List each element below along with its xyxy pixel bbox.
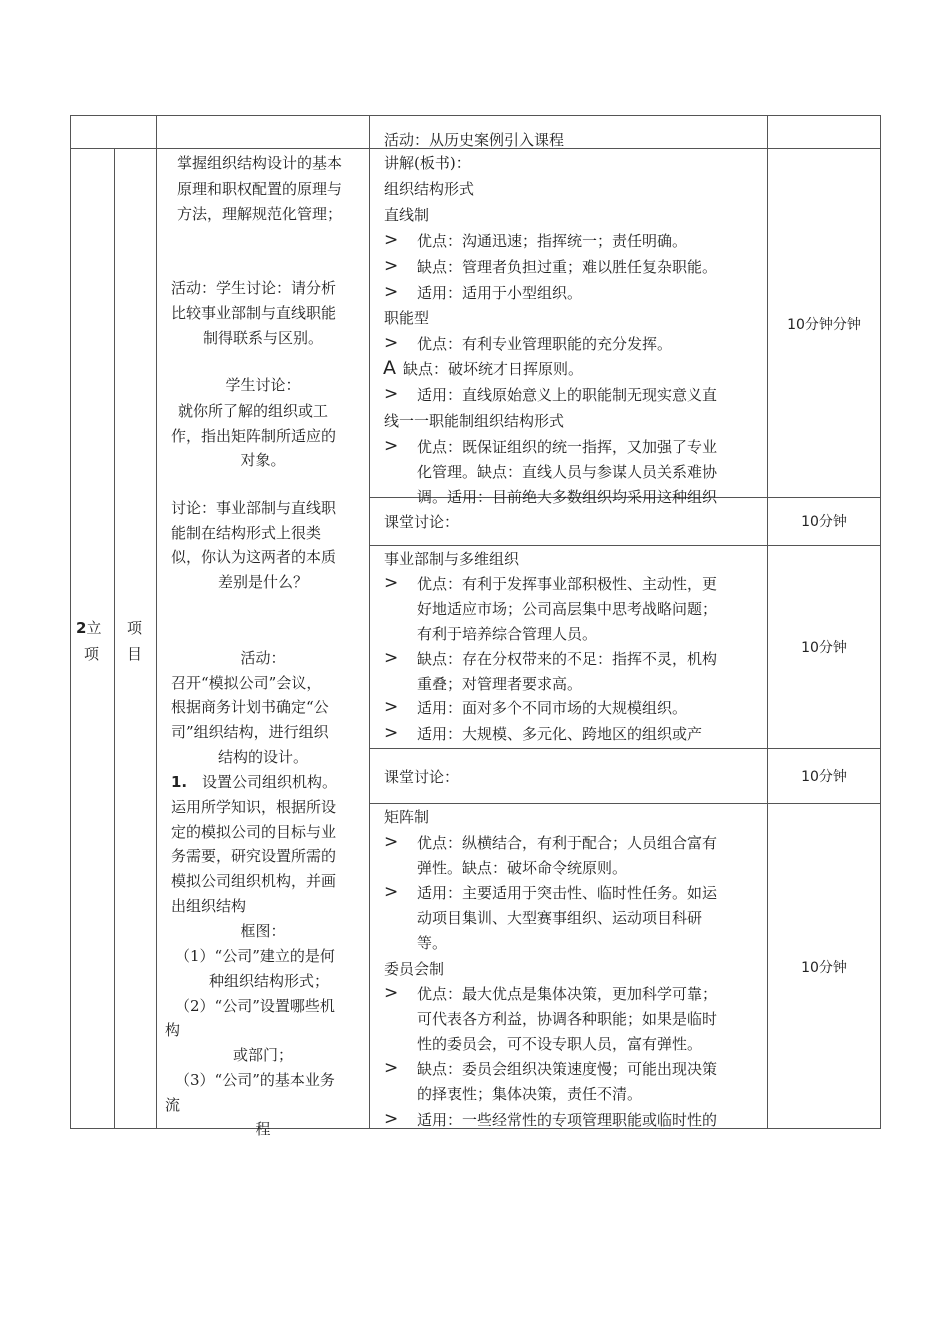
sec1-line: 优点：既保证组织的统一指挥，又加强了专业 — [417, 438, 718, 456]
left-line: 或部门； — [232, 1046, 293, 1064]
left-line: 务需要，研究设置所需的 — [171, 847, 337, 865]
sec5-line: 弹性。缺点：破坏命令统原则。 — [417, 859, 628, 877]
sec4-time: 10分钟 — [801, 769, 847, 785]
left-line: 学生讨论： — [225, 376, 301, 394]
activity-intro: 活动：从历史案例引入课程 — [384, 131, 565, 149]
left-activity-cell — [157, 149, 369, 1138]
sec3-line: 缺点：存在分权带来的不足：指挥不灵，机构 — [417, 650, 718, 668]
sec5-line: 等。 — [417, 934, 448, 952]
sec5-line: 的择衷性；集体决策，责任不清。 — [417, 1085, 643, 1103]
sec5-line: 委员会制 — [384, 960, 445, 978]
left-line: 对象。 — [240, 451, 286, 469]
sec5-content — [370, 804, 767, 1128]
sec1-line: 缺点：管理者负担过重；难以胜任复杂职能。 — [417, 258, 718, 276]
left-line: 活动：学生讨论：请分析 — [171, 279, 337, 297]
sec5-line: 适用：一些经常性的专项管理职能或临时性的 — [417, 1111, 718, 1129]
a-marker: A — [383, 357, 396, 379]
bullet-arrow-icon: > — [384, 1058, 399, 1078]
border-top — [70, 115, 881, 116]
sec1-line: 组织结构形式 — [384, 180, 475, 198]
left-line: 比较事业部制与直线职能 — [171, 304, 337, 322]
left-line: 活动： — [240, 649, 286, 667]
left-line: （2）“公司”设置哪些机 — [175, 997, 335, 1015]
left-line: 种组织结构形式； — [209, 972, 330, 990]
border-col1 — [114, 148, 115, 1129]
sec5-line: 性的委员会，可不设专职人员，富有弹性。 — [417, 1035, 703, 1053]
bullet-arrow-icon: > — [384, 983, 399, 1003]
bullet-arrow-icon: > — [384, 230, 399, 250]
sec4-label: 课堂讨论： — [384, 768, 460, 786]
bullet-arrow-icon: > — [384, 333, 399, 353]
sec3-time: 10分钟 — [801, 640, 847, 656]
sec5-time: 10分钟 — [801, 960, 847, 976]
left-line: 原理和职权配置的原理与 — [177, 180, 343, 198]
sec1-line: 优点：有利专业管理职能的充分发挥。 — [417, 335, 673, 353]
left-line: 司”组织结构，进行组织 — [171, 723, 329, 741]
project-char-1: 项 — [127, 619, 143, 637]
left-line: 掌握组织结构设计的基本 — [177, 154, 343, 172]
stage-number-label — [76, 618, 101, 638]
sec5-line: 优点：最大优点是集体决策，更加科学可靠； — [417, 985, 718, 1003]
sec1-content — [370, 149, 767, 506]
left-line: 出组织结构 — [171, 897, 247, 915]
sec1-time: 10分钟分钟 — [787, 317, 861, 333]
left-line: （1）“公司”建立的是何 — [175, 947, 335, 965]
sec1-line: 化管理。缺点：直线人员与参谋人员关系难协 — [417, 463, 718, 481]
sec3-line: 适用：面对多个不同市场的大规模组织。 — [417, 699, 688, 717]
left-line: 模拟公司组织机构，并画 — [171, 872, 337, 890]
left-line: 制得联系与区别。 — [202, 329, 323, 347]
sec5-line: 动项目集训、大型赛事组织、运动项目科研 — [417, 909, 703, 927]
sec1-line: 适用：直线原始意义上的职能制无现实意义直 — [417, 386, 718, 404]
bullet-arrow-icon: > — [384, 723, 399, 743]
bullet-arrow-icon: > — [384, 282, 399, 302]
sec3-content — [370, 546, 767, 748]
bullet-arrow-icon: > — [384, 697, 399, 717]
left-line: 根据商务计划书确定“公 — [171, 698, 329, 716]
sec2-label: 课堂讨论： — [384, 513, 460, 531]
bullet-arrow-icon: > — [384, 1109, 399, 1129]
left-line: （3）“公司”的基本业务 — [175, 1071, 335, 1089]
sec3-line: 事业部制与多维组织 — [384, 550, 520, 568]
sec5-line: 缺点：委员会组织决策速度慢；可能出现决策 — [417, 1060, 718, 1078]
left-line: 似，你认为这两者的本质 — [171, 548, 337, 566]
sec1-line: 适用：适用于小型组织。 — [417, 284, 583, 302]
bullet-arrow-icon: > — [384, 832, 399, 852]
bullet-arrow-icon: > — [384, 573, 399, 593]
sec5-line: 可代表各方利益，协调各种职能；如果是临时 — [417, 1010, 718, 1028]
left-line: 设置公司组织机构。 — [202, 773, 338, 791]
sec3-line: 优点：有利于发挥事业部积极性、主动性，更 — [417, 575, 718, 593]
bullet-arrow-icon: > — [384, 256, 399, 276]
left-line: 运用所学知识，根据所设 — [171, 798, 337, 816]
sec5-line: 适用：主要适用于突击性、临时性任务。如运 — [417, 884, 718, 902]
left-line: 定的模拟公司的目标与业 — [171, 823, 337, 841]
sec1-line: 直线制 — [384, 206, 430, 224]
sec3-line: 有利于培养综合管理人员。 — [417, 625, 598, 643]
left-line: 差别是什么？ — [217, 573, 308, 591]
stage-char-1: 立 — [86, 619, 102, 637]
sec1-line: 讲解(板书)： — [384, 154, 471, 172]
sec1-line: 优点：沟通迅速；指挥统一；责任明确。 — [417, 232, 688, 250]
sec1-line: 职能型 — [384, 309, 430, 327]
border-sec3 — [369, 748, 881, 749]
left-line: 流 — [165, 1096, 181, 1114]
sec1-line: 缺点：破坏统才日挥原则。 — [403, 360, 584, 378]
bullet-arrow-icon: > — [384, 648, 399, 668]
border-right — [880, 115, 881, 1129]
left-line: 构 — [165, 1021, 181, 1039]
sec5-line: 优点：纵横结合，有利于配合；人员组合富有 — [417, 834, 718, 852]
left-line: 1. — [171, 773, 188, 791]
bullet-arrow-icon: > — [384, 384, 399, 404]
project-char-2: 目 — [127, 645, 143, 663]
left-line: 结构的设计。 — [217, 748, 308, 766]
left-line: 程 — [255, 1120, 271, 1138]
left-line: 能制在结构形式上很类 — [171, 524, 322, 542]
left-line: 作，指出矩阵制所适应的 — [171, 427, 337, 445]
left-line: 讨论：事业部制与直线职 — [171, 499, 337, 517]
stage-char-2: 项 — [84, 645, 100, 663]
left-line: 方法，理解规范化管理； — [177, 205, 343, 223]
sec1-line: 线一一职能制组织结构形式 — [384, 412, 565, 430]
sec1-line: 调。适用：目前绝大多数组织均采用这种组织 — [417, 488, 718, 506]
sec3-line: 好地适应市场；公司高层集中思考战略问题； — [417, 600, 718, 618]
sec2-time: 10分钟 — [801, 514, 847, 530]
sec5-line: 矩阵制 — [384, 808, 430, 826]
stage-number: 2 — [76, 619, 87, 637]
bullet-arrow-icon: > — [384, 436, 399, 456]
left-line: 召开“模拟公司”会议， — [171, 674, 322, 692]
sec3-line: 适用：大规模、多元化、跨地区的组织或产 — [417, 725, 703, 743]
bullet-arrow-icon: > — [384, 882, 399, 902]
sec3-line: 重叠；对管理者要求高。 — [417, 675, 583, 693]
border-left — [70, 115, 71, 1129]
left-line: 就你所了解的组织或工 — [178, 402, 329, 420]
left-line: 框图： — [240, 922, 286, 940]
